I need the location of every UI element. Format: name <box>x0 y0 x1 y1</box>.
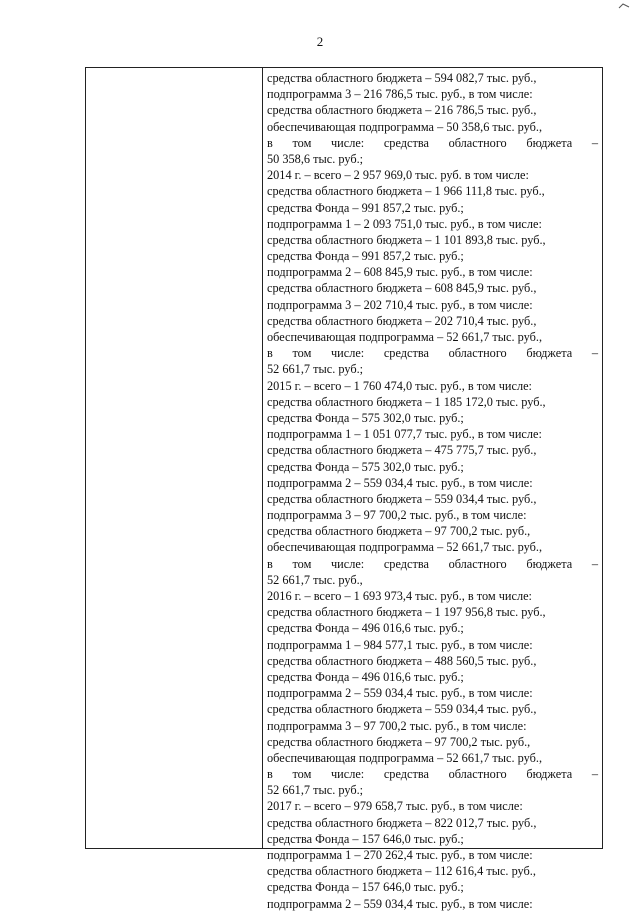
text-line: средства областного бюджета – 475 775,7 тыс. руб., <box>267 443 537 458</box>
text-word: – <box>591 135 598 150</box>
text-line: 2015 г. – всего – 1 760 474,0 тыс. руб., в том числе: <box>267 378 532 393</box>
text-line: средства областного бюджета – 202 710,4 тыс. руб., <box>267 313 537 328</box>
text-line <box>267 135 598 151</box>
text-line: подпрограмма 2 – 608 845,9 тыс. руб., в том числе: <box>267 265 533 280</box>
text-word: числе: <box>330 135 365 150</box>
text-line: средства Фонда – 991 857,2 тыс. руб.; <box>267 200 464 215</box>
text-word: областного <box>448 346 507 361</box>
text-line: обеспечивающая подпрограмма – 52 661,7 тыс. руб., <box>267 540 543 555</box>
text-line: средства областного бюджета – 1 966 111,8 тыс. руб., <box>267 184 545 199</box>
text-line: средства областного бюджета – 112 616,4 тыс. руб., <box>267 864 536 879</box>
text-line: обеспечивающая подпрограмма – 52 661,7 тыс. руб., <box>267 750 543 765</box>
text-word: том <box>292 135 312 150</box>
text-line: средства областного бюджета – 608 845,9 тыс. руб., <box>267 281 537 296</box>
text-line <box>267 766 598 782</box>
text-word: средства <box>383 346 429 361</box>
text-line: средства областного бюджета – 559 034,4 тыс. руб., <box>267 702 537 717</box>
text-line: средства Фонда – 496 016,6 тыс. руб.; <box>267 669 464 684</box>
text-line: средства областного бюджета – 488 560,5 тыс. руб., <box>267 653 537 668</box>
text-word: областного <box>448 767 507 782</box>
text-line: средства областного бюджета – 559 034,4 тыс. руб., <box>267 491 537 506</box>
text-line: 2016 г. – всего – 1 693 973,4 тыс. руб., в том числе: <box>267 589 532 603</box>
text-word: том <box>292 346 312 361</box>
text-word: – <box>591 767 598 782</box>
text-line: 52 661,7 тыс. руб.; <box>267 362 364 377</box>
budget-table <box>85 67 603 911</box>
text-line: средства областного бюджета – 594 082,7 тыс. руб., <box>267 71 537 85</box>
text-line <box>267 345 598 361</box>
text-line: 2017 г. – всего – 979 658,7 тыс. руб., в том числе: <box>267 799 523 814</box>
text-line: средства областного бюджета – 1 185 172,0 тыс. руб., <box>267 394 546 409</box>
text-word: в <box>267 135 273 150</box>
text-line: подпрограмма 1 – 2 093 751,0 тыс. руб., в том числе: <box>267 216 542 231</box>
text-line: средства Фонда – 157 646,0 тыс. руб.; <box>267 831 464 846</box>
text-word: в <box>267 767 273 782</box>
text-line: обеспечивающая подпрограмма – 50 358,6 тыс. руб., <box>267 119 543 134</box>
page-number: 2 <box>316 34 324 49</box>
text-word: том <box>292 556 312 571</box>
text-line: подпрограмма 1 – 1 051 077,7 тыс. руб., в том числе: <box>267 427 542 442</box>
text-word: средства <box>383 767 429 782</box>
text-line: обеспечивающая подпрограмма – 52 661,7 тыс. руб., <box>267 330 543 344</box>
text-line: 50 358,6 тыс. руб.; <box>267 151 364 166</box>
text-word: числе: <box>330 767 365 782</box>
text-line: подпрограмма 3 – 97 700,2 тыс. руб., в том числе: <box>267 718 527 733</box>
text-word: – <box>591 556 598 571</box>
text-word: числе: <box>330 556 365 571</box>
text-line: средства областного бюджета – 822 012,7 тыс. руб., <box>267 815 537 830</box>
text-line: средства областного бюджета – 1 197 956,8 тыс. руб., <box>267 605 546 620</box>
text-word: в <box>267 556 273 571</box>
text-word: областного <box>448 556 507 571</box>
text-line: подпрограмма 1 – 984 577,1 тыс. руб., в том числе: <box>267 637 533 652</box>
text-word: – <box>591 346 598 361</box>
text-word: средства <box>383 556 429 571</box>
text-line: средства областного бюджета – 97 700,2 тыс. руб., <box>267 524 531 539</box>
text-line: средства областного бюджета – 1 101 893,8 тыс. руб., <box>267 232 546 247</box>
text-line: подпрограмма 2 – 559 034,4 тыс. руб., в том числе: <box>267 475 533 490</box>
text-line: подпрограмма 3 – 97 700,2 тыс. руб., в том числе: <box>267 508 527 523</box>
text-line: средства Фонда – 575 302,0 тыс. руб.; <box>267 410 464 425</box>
text-line: средства Фонда – 496 016,6 тыс. руб.; <box>267 621 464 636</box>
text-word: бюджета <box>526 767 573 782</box>
text-word: числе: <box>330 346 365 361</box>
text-line: подпрограмма 1 – 270 262,4 тыс. руб., в том числе: <box>267 848 533 862</box>
text-line: подпрограмма 2 – 559 034,4 тыс. руб., в том числе: <box>267 686 533 701</box>
text-line: 2014 г. – всего – 2 957 969,0 тыс. руб. в том числе: <box>267 168 529 183</box>
text-word: в <box>267 346 273 361</box>
text-line: средства областного бюджета – 97 700,2 тыс. руб., <box>267 734 531 749</box>
text-word: бюджета <box>526 346 573 361</box>
text-line: подпрограмма 2 – 559 034,4 тыс. руб., в том числе: <box>267 896 533 911</box>
text-line: средства Фонда – 991 857,2 тыс. руб.; <box>267 249 464 264</box>
text-line: средства Фонда – 575 302,0 тыс. руб.; <box>267 459 464 474</box>
text-line <box>267 556 598 572</box>
text-line: 52 661,7 тыс. руб.; <box>267 783 364 798</box>
text-word: том <box>292 767 312 782</box>
text-line: подпрограмма 3 – 216 786,5 тыс. руб., в том числе: <box>267 87 533 102</box>
text-line: средства областного бюджета – 216 786,5 тыс. руб., <box>267 103 537 118</box>
text-line: подпрограмма 3 – 202 710,4 тыс. руб., в том числе: <box>267 297 533 312</box>
text-word: средства <box>383 135 429 150</box>
text-word: бюджета <box>526 556 573 571</box>
text-line: 52 661,7 тыс. руб., <box>267 572 363 587</box>
text-word: бюджета <box>526 135 573 150</box>
text-line: средства Фонда – 157 646,0 тыс. руб.; <box>267 880 464 895</box>
column-divider <box>262 68 263 848</box>
text-word: областного <box>448 135 507 150</box>
corner-scan-mark <box>618 2 630 10</box>
funding-text-cell <box>267 70 598 912</box>
